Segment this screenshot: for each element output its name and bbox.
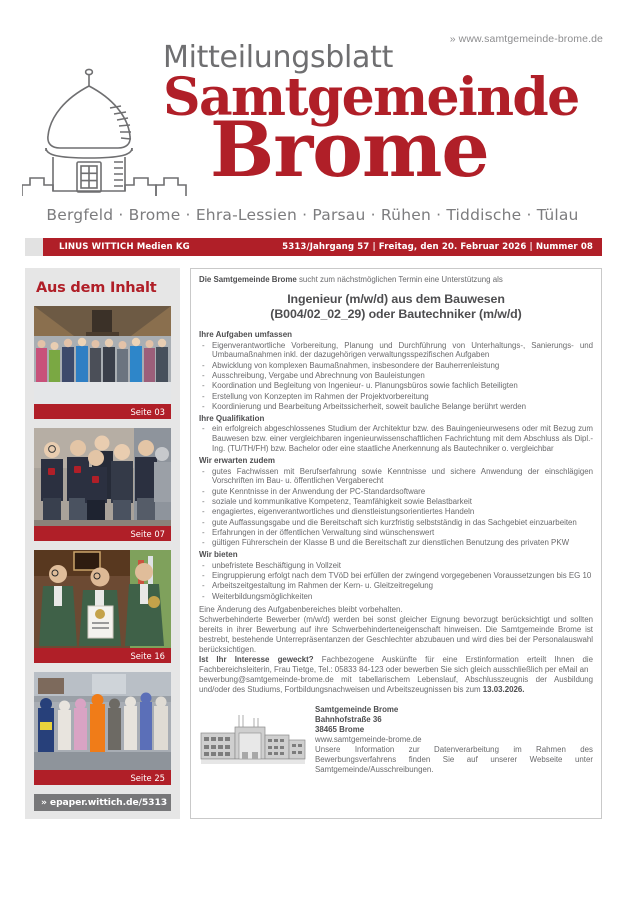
masthead-title-brome: Brome <box>210 105 489 194</box>
list-item: - engagiertes, eigenverantwortliches und dienstleistungsorientiertes Handeln <box>199 507 593 517</box>
job-title-line1: Ingenieur (m/w/d) aus dem Bauwesen <box>287 292 505 306</box>
sidebar-aus-dem-inhalt <box>25 268 180 819</box>
paragraph-schwerbehinderte: Schwerbehinderte Bewerber (m/w/d) werden bei sonst gleicher Eignung bevorzugt berücksichtigt und sollten bereits in ihrer Bewerbung auf ihre Schwerbehinderteneigenschaft hinweisen. Die Samtgemeinde Brome ist bestrebt, bestehende Unterrepräsentanzen der Geschlechter abzubauen und wird dies bei der Personalauswahl berücksichtigen. <box>199 615 593 655</box>
list-item: - gute Auffassungsgabe und die Bereitschaft sich kurzfristig selbstständig in das Sachgebiet einzuarbeiten <box>199 518 593 528</box>
ad-lead-rest: sucht zum nächstmöglichen Termin eine Unterstützung als <box>296 275 503 284</box>
address-website[interactable]: www.samtgemeinde-brome.de <box>315 734 422 744</box>
list-item: - Koordinierung und Bearbeitung Arbeitssicherheit, soweit bauliche Belange berührt werden <box>199 402 593 412</box>
section-list-aufgaben <box>199 341 593 412</box>
village-list: Bergfeld · Brome · Ehra-Lessien · Parsau · Rühen · Tiddische · Tülau <box>46 206 579 224</box>
list-item: - Koordination und Begleitung von Ingenieur- u. Planungsbüros sowie fachlich Beteiligten <box>199 381 593 391</box>
list-item[interactable] <box>34 428 171 541</box>
teaser-photo-men-green-jackets[interactable] <box>34 550 171 648</box>
masthead-title-samtgemeinde: Samtgemeinde <box>163 67 579 128</box>
application-instructions: bewerbung@samtgemeinde-brome.de mit tabellarischem Lebenslauf, Abschlusszeugnis der Ausbildung und/oder des Studiums, Fortbildungsnachweisen und Arbeitszeugnissen bis zum <box>199 674 593 694</box>
teaser-page-badge: Seite 25 <box>34 770 171 785</box>
list-item[interactable] <box>34 550 171 663</box>
issue-label: 5313/Jahrgang 57 | Freitag, den 20. Februar 2026 | Nummer 08 <box>282 242 593 252</box>
list-item: - gültigen Führerschein der Klasse B und die Bereitschaft zur dienstlichen Benutzung des privaten PKW <box>199 538 593 548</box>
paragraph-aufgabenaenderung: Eine Änderung des Aufgabenbereiches bleibt vorbehalten. <box>199 605 403 615</box>
list-item[interactable] <box>34 672 171 785</box>
section-list-erwartungen <box>199 467 593 549</box>
paragraph-bewerbung <box>199 675 593 695</box>
employer-address <box>315 705 593 775</box>
application-deadline: 13.03.2026. <box>482 684 525 694</box>
epaper-link[interactable]: » epaper.wittich.de/5313 <box>34 794 171 811</box>
address-org: Samtgemeinde Brome <box>315 704 399 714</box>
address-city: 38465 Brome <box>315 724 365 734</box>
ad-lead-employer: Die Samtgemeinde Brome <box>199 275 297 284</box>
interest-details: Fachbezogene Auskünfte für eine Erstinformation erteilt Ihnen die Fachbereichsleiterin, Frau Tietge, Tel.: 05833 84-123 oder bewerben Sie sich gleich ausschließlich per eMail an <box>199 654 593 674</box>
teaser-page-badge: Seite 03 <box>34 404 171 419</box>
job-title <box>199 292 593 322</box>
teaser-photo-children-bell-tower[interactable] <box>34 306 171 404</box>
privacy-note: Unsere Information zur Datenverarbeitung im Rahmen des Bewerbungsverfahrens finden Sie auf unserer Webseite unter Samtgemeinde/Ausschreibungen. <box>315 744 593 774</box>
list-item: - Eigenverantwortliche Vorbereitung, Planung und Durchführung von Unterhaltungs-, Sanierungs- und Umbaumaßnahmen inkl. der dazugehörigen verwaltungsspezifischen Aufgaben <box>199 341 593 361</box>
job-title-line2: (B004/02_02_29) oder Bautechniker (m/w/d) <box>270 307 522 321</box>
section-heading-erwartungen: Wir erwarten zudem <box>199 456 275 466</box>
teaser-photo-women-polo-shirts[interactable] <box>34 428 171 526</box>
list-item: - Erfahrungen in der öffentlichen Verwaltung sind wünschenswert <box>199 528 593 538</box>
page-content <box>25 268 602 819</box>
section-heading-aufgaben: Ihre Aufgaben umfassen <box>199 330 293 339</box>
list-item: - Ausschreibung, Vergabe und Abrechnung von Bauleistungen <box>199 371 593 381</box>
teaser-photo-carnival-costumes[interactable] <box>34 672 171 770</box>
list-item: - Eingruppierung erfolgt nach dem TVöD bei erfüllen der zwingend vorgegebenen Voraussetzungen bis EG 10 <box>199 571 593 581</box>
teaser-page-badge: Seite 16 <box>34 648 171 663</box>
publisher-label: LINUS WITTICH Medien KG <box>59 242 190 252</box>
paragraph-interesse <box>199 655 593 675</box>
list-item: - Abwicklung von komplexen Baumaßnahmen, insbesondere der Bauherrenleistung <box>199 361 593 371</box>
ad-footer-address-block <box>199 705 593 775</box>
issue-info-bar <box>25 238 602 256</box>
list-item[interactable] <box>34 306 171 419</box>
list-item: - Weiterbildungsmöglichkeiten <box>199 592 593 602</box>
section-heading-wir-bieten: Wir bieten <box>199 550 238 560</box>
list-item: - ein erfolgreich abgeschlossenes Studium der Architektur bzw. des Bauingenieurwesens oder mit Bezug zum Bauwesen bzw. einer vergleichbaren ingenieurwissenschaftlichen Fachrichtung mit dem Abschluss als Dipl.-Ing. (TU/TH/FH) bzw. Bachelor oder eine staatliche Anerkennung als Bautechniker o. vergleichbar <box>199 424 593 454</box>
section-list-qualifikation <box>199 424 593 454</box>
address-street: Bahnhofstraße 36 <box>315 714 382 724</box>
list-item: - unbefristete Beschäftigung in Vollzeit <box>199 561 593 571</box>
list-item: - gute Kenntnisse in der Anwendung der PC-Standardsoftware <box>199 487 593 497</box>
section-list-wir-bieten <box>199 561 593 602</box>
list-item: - Erstellung von Konzepten im Rahmen der Projektvorbereitung <box>199 392 593 402</box>
teaser-page-badge: Seite 07 <box>34 526 171 541</box>
town-hall-building-illustration <box>199 709 307 767</box>
website-url[interactable]: » www.samtgemeinde-brome.de <box>449 33 603 45</box>
interest-question: Ist Ihr Interesse geweckt? <box>199 654 314 664</box>
sidebar-title: Aus dem Inhalt <box>36 280 157 296</box>
masthead <box>0 0 625 232</box>
list-item: - soziale und kommunikative Kompetenz, Teamfähigkeit sowie Belastbarkeit <box>199 497 593 507</box>
list-item: - gutes Fachwissen mit Berufserfahrung sowie Kenntnisse und sichere Anwendung der einschlägigen Vorschriften im Bau- u. öffentlichen Vergaberecht <box>199 467 593 487</box>
list-item: - Arbeitszeitgestaltung im Rahmen der Kern- u. Gleitzeitregelung <box>199 581 593 591</box>
ad-lead-text <box>199 275 593 285</box>
infobar-red <box>43 238 602 256</box>
job-advertisement <box>190 268 602 819</box>
section-heading-qualifikation: Ihre Qualifikation <box>199 413 265 423</box>
kicker-mitteilungsblatt: Mitteilungsblatt <box>163 40 394 75</box>
